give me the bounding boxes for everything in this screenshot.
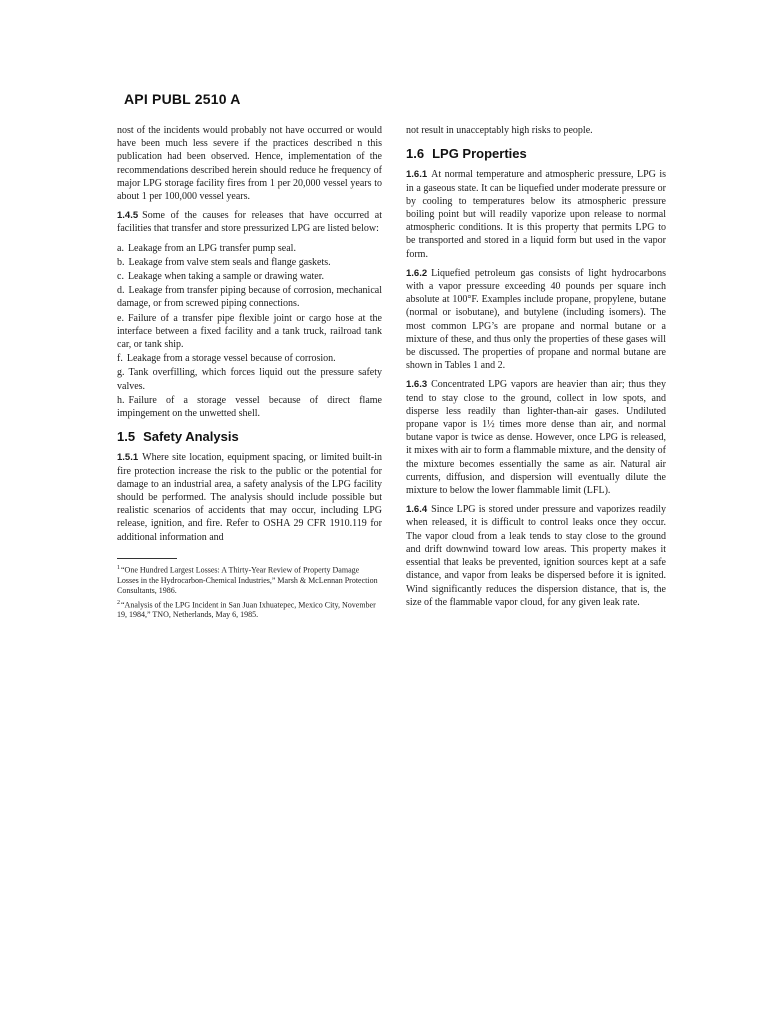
list-item-text: Leakage from valve stem seals and flange gaskets. xyxy=(128,256,331,268)
footnote-divider xyxy=(117,558,177,559)
paragraph-text: At normal temperature and atmospheric pressure, LPG is in a gaseous state. It can be liquefied under moderate pressure or by cooling to temperatures below its atmospheric pressure boiling point but will readily vaporize upon release to normal atmospheric conditions. It is this property that permits LPG to be transported and stored in a liquid form but used in the vapor form. xyxy=(406,169,666,260)
list-marker: h. xyxy=(117,394,125,406)
list-item xyxy=(117,366,382,392)
section-heading-safety-analysis xyxy=(117,430,382,443)
list-item-text: Failure of a storage vessel because of direct flame impingement on the unwetted shell. xyxy=(117,394,382,420)
list-item xyxy=(117,284,382,310)
footnote xyxy=(117,598,382,621)
paragraph-number: 1.6.2 xyxy=(406,267,428,279)
list-marker: b. xyxy=(117,256,125,268)
list-item xyxy=(117,312,382,352)
list-marker: c. xyxy=(117,271,124,283)
list-item xyxy=(117,242,382,255)
list-marker: a. xyxy=(117,242,124,254)
section-title: LPG Properties xyxy=(432,146,527,162)
paragraph-1-6-4 xyxy=(406,503,666,609)
left-column xyxy=(117,124,382,622)
paragraph-text: Liquefied petroleum gas consists of light hydrocarbons with a vapor pressure exceeding 40 pounds per square inch absolute at 100°F. Examples include propane, propylene, butane (normal or isobutane), and butylene (including isomers). The most common LPG’s are propane and normal butane or a mixture of these, and thus only the properties of these gases will be discussed. The properties of propane and normal butane are shown in Tables 1 and 2. xyxy=(406,267,666,372)
paragraph-text: Where site location, equipment spacing, or limited built-in fire protection increase the risk to the public or the potential for damage to an industrial area, a safety analysis of the LPG facility should be performed. The analysis should include possible but realistic scenarios of accidents that may occur, including LPG release, ignition, and fire. Refer to OSHA 29 CFR 1910.119 for additional information and xyxy=(117,452,382,543)
list-item xyxy=(117,394,382,420)
list-item xyxy=(117,352,382,365)
right-column xyxy=(406,124,666,615)
paragraph-text: Since LPG is stored under pressure and vaporizes readily when released, it is difficult to control leaks once they occur. The vapor cloud from a leak tends to stay close to the ground and drift downwind toward low areas. This property makes it essential that leaks be prevented, ignition sources kept at a safe distance, and vapor from leaks be dispersed before it is ignited. Wind significantly reduces the dispersion distance, that is, the size of the flammable vapor cloud, for any given leak rate. xyxy=(406,504,666,608)
list-marker: e. xyxy=(117,312,124,324)
paragraph-number: 1.6.1 xyxy=(406,169,428,181)
paragraph-number: 1.5.1 xyxy=(117,452,139,464)
section-heading-lpg-properties xyxy=(406,147,666,160)
section-number: 1.6 xyxy=(406,146,425,162)
list-item xyxy=(117,256,382,269)
footnote xyxy=(117,563,382,596)
paragraph-1-6-1 xyxy=(406,168,666,260)
paragraph-number: 1.6.4 xyxy=(406,504,428,516)
section-title: Safety Analysis xyxy=(143,429,239,445)
paragraph-number: 1.4.5 xyxy=(117,210,139,222)
paragraph-1-5-1 xyxy=(117,451,382,543)
section-number: 1.5 xyxy=(117,429,136,445)
paragraph-1-6-2 xyxy=(406,267,666,373)
causes-list xyxy=(117,242,382,421)
paragraph-text: Concentrated LPG vapors are heavier than air; thus they tend to stay close to the ground, collect in low spots, and disperse less readily than lighter-than-air gases. Undiluted propane vapor is 1½ times more dense than air, and normal butane vapor is twice as dense. However, once LPG is released, it mixes with air to form a flammable mixture, and the density of the mixture becomes essentially the same as air. Natural air currents, diffusion, and dispersion will eventually dilute the mixture to below the lower flammable limit (LFL). xyxy=(406,379,666,497)
footnote-text: “One Hundred Largest Losses: A Thirty-Year Review of Property Damage Losses in the Hydrocarbon-Chemical Industries,” Marsh & McLennan Protection Consultants, 1986. xyxy=(117,565,378,595)
footnote-mark: 2 xyxy=(117,599,120,606)
list-item-text: Leakage when taking a sample or drawing water. xyxy=(127,271,324,283)
footnote-text: “Analysis of the LPG Incident in San Juan Ixhuatepec, Mexico City, November 19, 1984,” TNO, Netherlands, May 6, 1985. xyxy=(117,600,376,620)
paragraph-number: 1.6.3 xyxy=(406,379,428,391)
paragraph-1-4-5 xyxy=(117,209,382,235)
list-marker: d. xyxy=(117,285,125,297)
page-header: API PUBL 2510 A xyxy=(124,91,241,107)
list-item-text: Tank overfilling, which forces liquid out the pressure safety valves. xyxy=(117,367,382,392)
list-item-text: Leakage from a storage vessel because of corrosion. xyxy=(126,353,336,365)
list-item-text: Leakage from an LPG transfer pump seal. xyxy=(127,242,296,254)
list-item-text: Leakage from transfer piping because of corrosion, mechanical damage, or from screwed piping connections. xyxy=(117,285,382,310)
list-marker: f. xyxy=(117,353,123,365)
list-item xyxy=(117,270,382,283)
footnote-mark: 1 xyxy=(117,564,120,571)
paragraph-1-6-3 xyxy=(406,378,666,497)
list-item-text: Failure of a transfer pipe flexible joint or cargo hose at the interface between a fixed facility and a tank truck, railroad tank car, or tank ship. xyxy=(117,312,382,351)
continuation-paragraph: not result in unacceptably high risks to people. xyxy=(406,125,593,136)
intro-paragraph: nost of the incidents would probably not have occurred or would have been much less severe if the practices described n this publication had been observed. Hence, implementation of the recommendations described herein should reduce he frequency of major LPG storage facility fires from 1 per 20,000 vessel years to about 1 per 100,000 vessel years. xyxy=(117,125,382,203)
paragraph-text: Some of the causes for releases that have occurred at facilities that transfer and store pressurized LPG are listed below: xyxy=(117,210,382,235)
list-marker: g. xyxy=(117,367,125,379)
